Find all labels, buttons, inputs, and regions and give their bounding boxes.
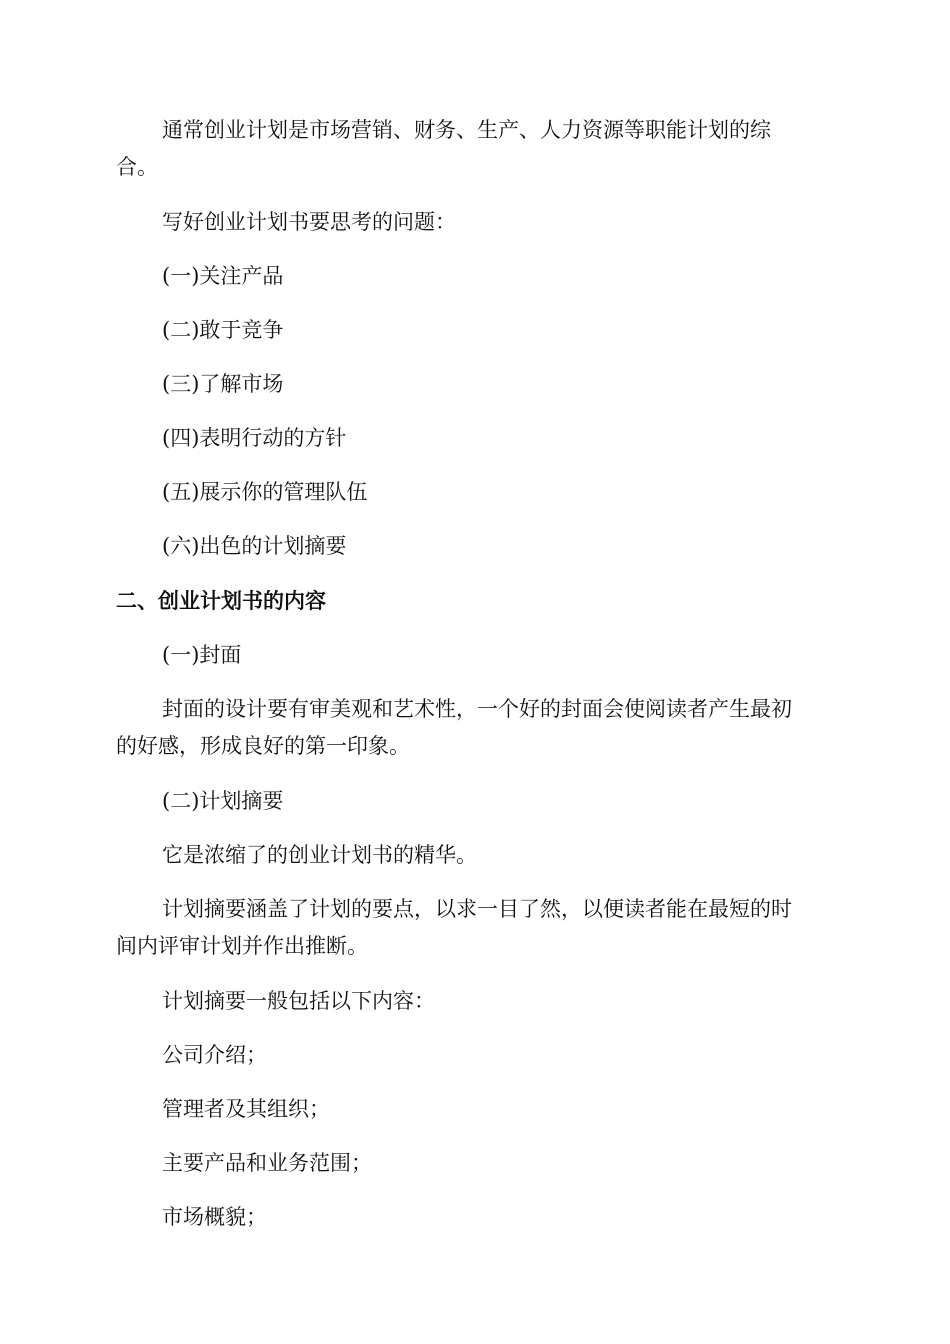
list-item: (五)展示你的管理队伍	[162, 480, 368, 504]
list-item: 市场概貌；	[162, 1205, 267, 1229]
paragraph-line: 的好感，形成良好的第一印象。	[116, 734, 410, 758]
list-item: 公司介绍；	[162, 1043, 267, 1067]
paragraph-line: 封面的设计要有审美观和艺术性，一个好的封面会使阅读者产生最初	[162, 697, 792, 721]
paragraph-line: 计划摘要涵盖了计划的要点，以求一目了然，以便读者能在最短的时	[162, 897, 792, 921]
paragraph-line: 写好创业计划书要思考的问题：	[162, 210, 456, 234]
list-item: (四)表明行动的方针	[162, 426, 347, 450]
list-item: 主要产品和业务范围；	[162, 1151, 372, 1175]
list-item: (三)了解市场	[162, 372, 284, 396]
list-item: (六)出色的计划摘要	[162, 534, 347, 558]
paragraph-line: 合。	[116, 155, 158, 179]
subsection-heading: (二)计划摘要	[162, 789, 284, 813]
paragraph-line: 间内评审计划并作出推断。	[116, 934, 368, 958]
subsection-heading: (一)封面	[162, 643, 242, 667]
paragraph-line: 计划摘要一般包括以下内容：	[162, 989, 435, 1013]
list-item: (一)关注产品	[162, 264, 284, 288]
list-item: 管理者及其组织；	[162, 1097, 330, 1121]
section-heading: 二、创业计划书的内容	[116, 589, 326, 613]
paragraph-line: 通常创业计划是市场营销、财务、生产、人力资源等职能计划的综	[162, 118, 771, 142]
list-item: (二)敢于竞争	[162, 318, 284, 342]
paragraph-line: 它是浓缩了的创业计划书的精华。	[162, 843, 477, 867]
